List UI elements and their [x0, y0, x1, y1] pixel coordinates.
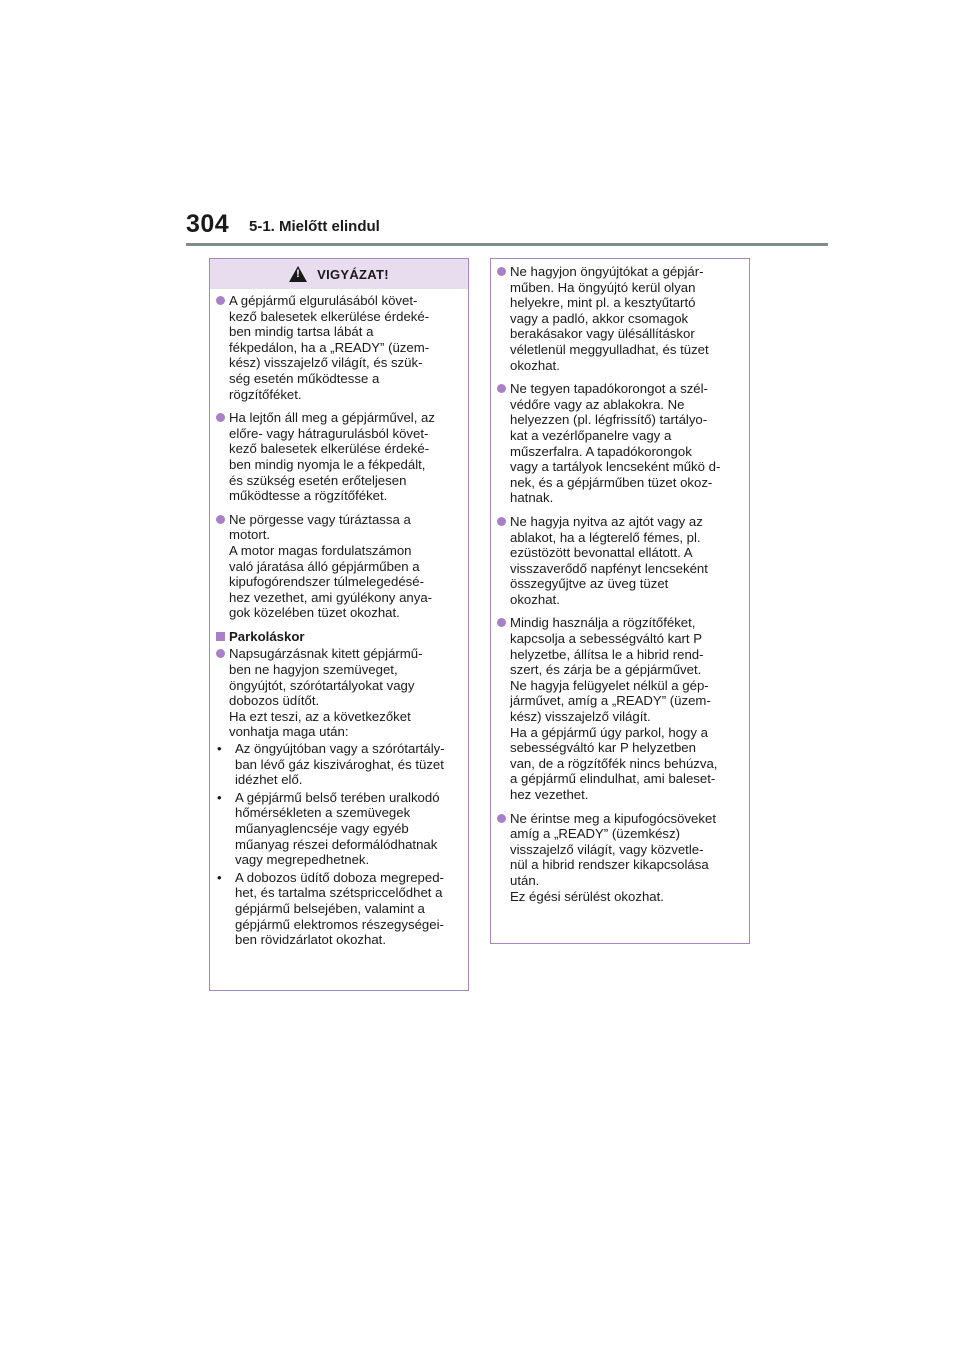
bullet-circle-icon [216, 296, 225, 305]
bullet-dot-icon: • [217, 741, 222, 757]
caution-label: VIGYÁZAT! [317, 266, 389, 282]
item-text: Az öngyújtóban vagy a szórótartály- ban lévő gáz kiszivároghat, és tüzet idézhet elő. [235, 741, 445, 788]
bullet-circle-icon [497, 384, 506, 393]
bullet-circle-icon [497, 814, 506, 823]
list-item [497, 381, 741, 506]
heading-text: Parkoláskor [229, 628, 305, 644]
caution-header [210, 259, 468, 289]
bullet-dot-icon: • [217, 789, 222, 805]
caution-body [491, 259, 749, 904]
item-text: Ne tegyen tapadókorongot a szél- védőre vagy az ablakokra. Ne helyezzen (pl. légfrissítő) tartályo- kat a vezérlőpanelre vagy a műszerfalra. A tapadókorongok vagy a tartályok lencseként műkö d- nek, és a gépjárműben tüzet okoz- hatnak. [510, 381, 721, 506]
warning-triangle-icon [289, 266, 307, 282]
header-rule [186, 243, 828, 246]
item-text: Ne hagyjon öngyújtókat a gépjár- műben. Ha öngyújtó kerül olyan helyekre, mint pl. a kesztyűtartó vagy a padló, akkor csomagok berakásakor vagy ülésállításkor véletlenül meggyulladhat, és tüzet okozhat. [510, 264, 709, 373]
item-text: A dobozos üdítő doboza megreped- het, és tartalma szétspriccelődhet a gépjármű belsejében, valamint a gépjármű elektromos részegységei- ben rövidzárlatot okozhat. [235, 869, 444, 948]
bullet-circle-icon [216, 649, 225, 658]
item-text: Ha lejtőn áll meg a gépjárművel, az előre- vagy hátragurulásból követ- kező balesetek elkerülése érdeké- ben mindig nyomja le a fékpedált, és szükség esetén erőteljesen működtesse a rögzítőféket. [229, 410, 435, 504]
caution-box-left [209, 258, 469, 991]
bullet-circle-icon [216, 515, 225, 524]
page-number: 304 [186, 210, 230, 238]
item-text: Napsugárzásnak kitett gépjármű- ben ne hagyjon szemüveget, öngyújtót, szórótartályokat vagy dobozos üdítőt. Ha ezt teszi, az a következőket vonhatja maga után: [229, 646, 423, 740]
item-text: A gépjármű elgurulásából követ- kező balesetek elkerülése érdeké- ben mindig tartsa lábát a fékpedálon, ha a „READY” (üzem- kész) visszajelző világít, és szük- ség esetén működtesse a rögzítőféket. [229, 293, 430, 402]
section-title: 5-1. Mielőtt elindul [249, 218, 380, 235]
list-item [216, 293, 460, 402]
list-item [497, 264, 741, 373]
list-item [216, 646, 460, 740]
caution-box-right [490, 258, 750, 944]
item-text: A gépjármű belső terében uralkodó hőmérsékleten a szemüvegek műanyaglencséje vagy egyéb műanyag részei deformálódhatnak vagy megrepedhetnek. [235, 789, 440, 868]
list-item [497, 615, 741, 802]
sub-list-item [216, 741, 460, 788]
list-item [497, 514, 741, 608]
bullet-dot-icon: • [217, 869, 222, 885]
item-text: Mindig használja a rögzítőféket, kapcsolja a sebességváltó kart P helyzetbe, állítsa le a hibrid rend- szert, és zárja be a gépjárművet. Ne hagyja felügyelet nélkül a gép- járművet, amíg a „READY” (üzem- kész) visszajelző világít. Ha a gépjármű úgy parkol, hogy a sebességváltó kar P helyzetben van, de a rögzítőfék nincs behúzva, a gépjármű elindulhat, ami baleset- hez vezethet. [510, 615, 718, 802]
list-item [216, 410, 460, 504]
bullet-circle-icon [216, 413, 225, 422]
list-item [497, 811, 741, 905]
item-text: Ne pörgesse vagy túráztassa a motort. A motor magas fordulatszámon való járatása álló gépjárműben a kipufogórendszer túlmelegedésé- hez vezethet, ami gyúlékony anya- gok közelében tüzet okozhat. [229, 511, 433, 621]
bullet-circle-icon [497, 517, 506, 526]
caution-body [210, 289, 468, 948]
item-text: Ne érintse meg a kipufogócsöveket amíg a „READY” (üzemkész) visszajelző világít, vagy közvetle- nül a hibrid rendszer kikapcsolása után. Ez égési sérülést okozhat. [510, 810, 716, 904]
bullet-circle-icon [497, 267, 506, 276]
bullet-square-icon [216, 632, 225, 641]
sub-list-item [216, 870, 460, 948]
bullet-circle-icon [497, 618, 506, 627]
item-text: Ne hagyja nyitva az ajtót vagy az ablakot, ha a légterelő fémes, pl. ezüstözött bevonattal ellátott. A visszaverődő napfényt lencseként összegyűjtve az üveg tüzet okozhat. [510, 513, 708, 607]
list-item [216, 512, 460, 621]
sub-list-item [216, 790, 460, 868]
parking-heading [216, 629, 460, 646]
